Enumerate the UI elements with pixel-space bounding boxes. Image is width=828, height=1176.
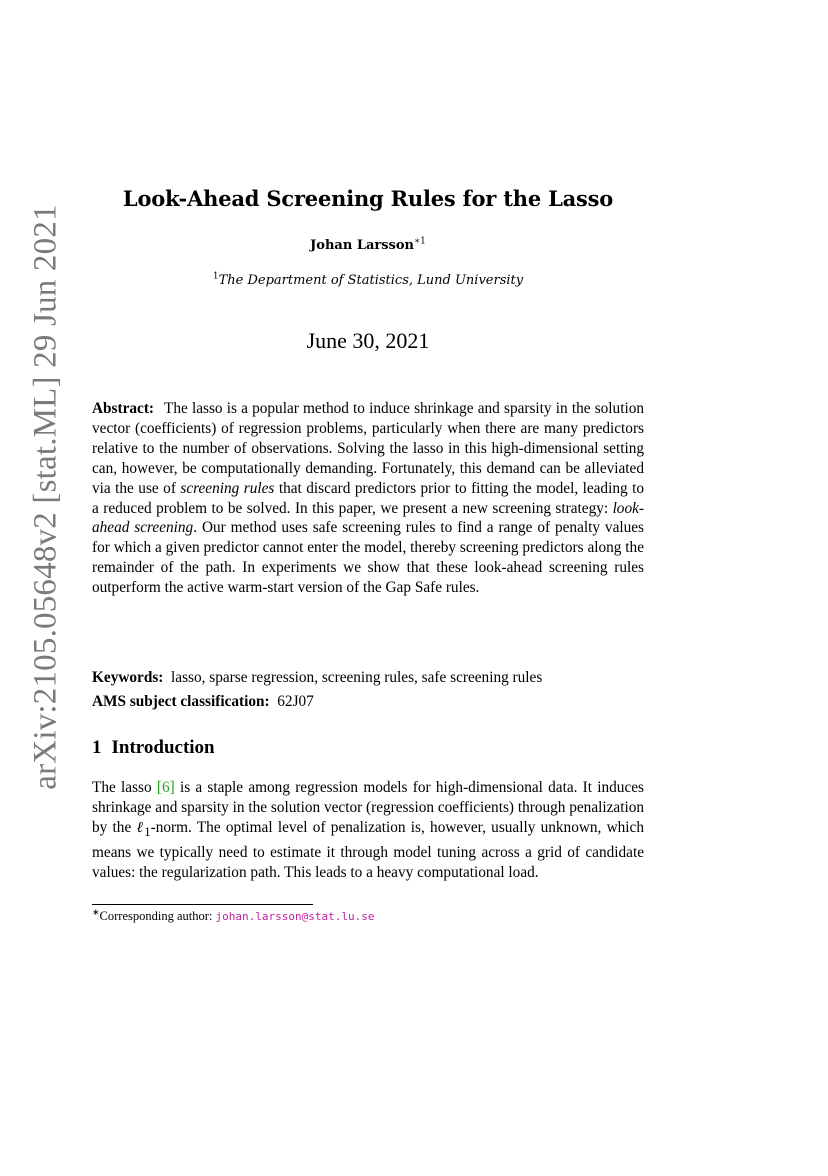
footnote-mark: ∗: [92, 906, 100, 917]
ams-classification-line: [92, 692, 652, 712]
section-number: 1: [92, 737, 102, 758]
keywords-label: Keywords:: [92, 669, 164, 686]
citation-link[interactable]: [6]: [156, 779, 175, 796]
section-title: Introduction: [111, 737, 215, 758]
abstract-emphasis-look-ahead: look-ahead screening: [92, 499, 644, 537]
ams-label: AMS subject classification:: [92, 693, 270, 710]
paper-title: Look-Ahead Screening Rules for the Lasso: [122, 186, 614, 211]
paper-date: June 30, 2021: [306, 328, 430, 353]
norm-subscript: 1: [144, 824, 151, 839]
footnote-divider: [92, 904, 313, 905]
author-marks: ∗1: [414, 236, 426, 247]
intro-text-2: is a staple among regression models for high-dimensional data. It induces shrinkage and sparsity in the solution vector (regression coefficients) through penalization by the: [92, 779, 644, 836]
author-email-link[interactable]: johan.larsson@stat.lu.se: [215, 910, 375, 923]
footnote-text: Corresponding author:: [99, 909, 216, 923]
affiliation-text: The Department of Statistics, Lund University: [218, 273, 524, 288]
arxiv-identifier-stamp: arXiv:2105.05648v2 [stat.ML] 29 Jun 2021: [27, 204, 64, 790]
affiliation-mark: 1: [212, 271, 219, 282]
ams-code: 62J07: [277, 693, 314, 710]
author-line: [0, 238, 736, 253]
abstract-text-2: that discard predictors prior to fitting the model, leading to a reduced problem to be solved. In this paper, we present a new screening strategy:: [92, 479, 644, 517]
introduction-paragraph: [92, 778, 644, 883]
abstract-emphasis-screening-rules: screening rules: [180, 479, 275, 497]
affiliation-line: [0, 273, 736, 288]
intro-text-1: The lasso: [92, 779, 157, 796]
section-heading-introduction: [92, 737, 215, 759]
abstract-label: Abstract:: [92, 400, 155, 417]
abstract-text-1: The lasso is a popular method to induce shrinkage and sparsity in the solution vector (coefficients) of regression problems, particularly when there are many predictors relative to the number of observations. Solving the lasso in this high-dimensional setting can, however, be computationally demanding. Fortunately, this demand can be alleviated via the use of: [92, 400, 644, 497]
keywords-text: lasso, sparse regression, screening rules, safe screening rules: [171, 669, 543, 686]
norm-symbol: ℓ: [136, 818, 145, 836]
author-name: Johan Larsson: [310, 238, 414, 253]
abstract-text-3: . Our method uses safe screening rules to find a range of penalty values for which a given predictor cannot enter the model, thereby screening predictors along the remainder of the path. In experiments we show that these look-ahead screening rules outperform the active warm-start version of the Gap Safe rules.: [92, 519, 645, 597]
abstract: [92, 399, 644, 598]
footnote: [92, 906, 375, 924]
keywords-line: [92, 668, 652, 688]
intro-text-3: -norm. The optimal level of penalization is, however, usually unknown, which means we typically need to estimate it through model tuning across a grid of candidate values: the regularization path. This leads to a heavy computational load.: [92, 818, 644, 881]
